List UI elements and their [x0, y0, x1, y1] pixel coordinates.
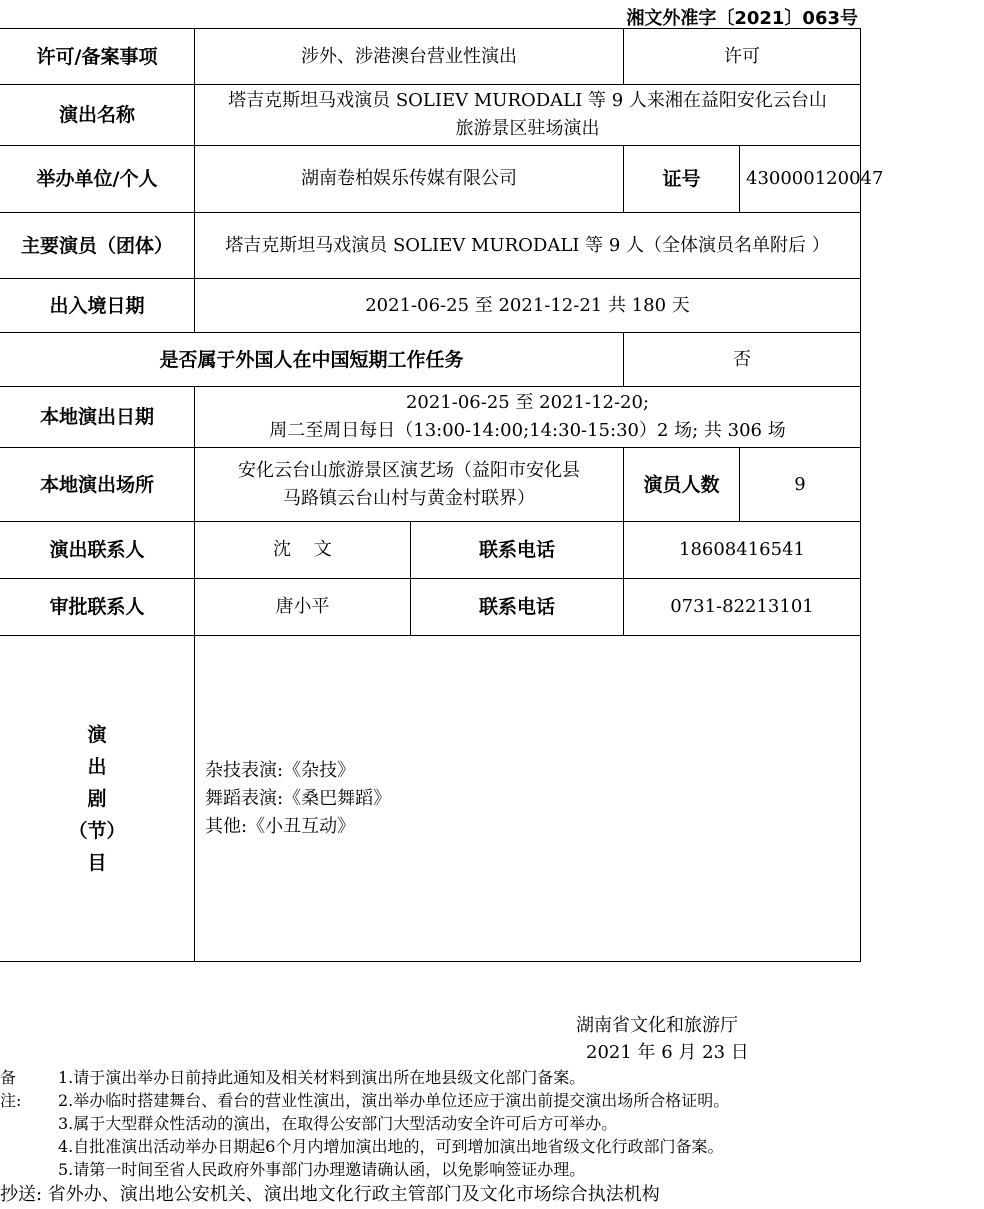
cert-number-value: 430000120047 [740, 146, 861, 213]
organizer-value: 湖南卷柏娱乐传媒有限公司 [195, 146, 624, 213]
short-term-work-label: 是否属于外国人在中国短期工作任务 [0, 333, 624, 387]
show-name-value [195, 85, 861, 146]
show-contact-phone-label: 联系电话 [411, 522, 624, 579]
permit-item-label: 许可/备案事项 [0, 29, 195, 85]
venue-line2: 马路镇云台山村与黄金村联界） [283, 487, 535, 509]
cert-number-label: 证号 [624, 146, 740, 213]
show-contact-name: 沈 文 [195, 522, 411, 579]
organizer-label: 举办单位/个人 [0, 146, 195, 213]
program-item: 其他:《小丑互动》 [205, 815, 356, 837]
program-label-char: 目 [87, 851, 107, 874]
program-label-char: （节） [68, 819, 126, 842]
program-list [195, 636, 861, 962]
local-dates-value [195, 387, 861, 448]
permit-item-value: 涉外、涉港澳台营业性演出 [195, 29, 624, 85]
approval-contact-label: 审批联系人 [0, 579, 195, 636]
note-item: 2.举办临时搭建舞台、看台的营业性演出，演出举办单位还应于演出前提交演出场所合格证明。 [58, 1091, 730, 1110]
row-organizer [0, 146, 861, 213]
performers-label: 主要演员（团体） [0, 213, 195, 279]
document-number: 湘文外准字〔2021〕063号 [626, 8, 858, 29]
local-dates-line1: 2021-06-25 至 2021-12-20; [405, 392, 650, 413]
row-permit-item [0, 29, 861, 85]
program-label [0, 636, 195, 962]
entry-exit-label: 出入境日期 [0, 279, 195, 333]
note-item: 4.自批准演出活动举办日期起6个月内增加演出地的，可到增加演出地省级文化行政部门备案。 [58, 1137, 724, 1156]
row-program [0, 636, 861, 962]
show-contact-phone: 18608416541 [624, 522, 861, 579]
approval-contact-name: 唐小平 [195, 579, 411, 636]
permit-type-value: 许可 [624, 29, 861, 85]
row-short-term-work [0, 333, 861, 387]
approval-contact-phone: 0731-82213101 [624, 579, 861, 636]
row-show-name [0, 85, 861, 146]
note-item: 3.属于大型群众性活动的演出，在取得公安部门大型活动安全许可后方可举办。 [58, 1114, 618, 1133]
performers-value: 塔吉克斯坦马戏演员 SOLIEV MURODALI 等 9 人（全体演员名单附后 ） [195, 213, 861, 279]
program-label-char: 出 [87, 755, 107, 778]
cc-recipients: 抄送: 省外办、演出地公安机关、演出地文化行政主管部门及文化市场综合执法机构 [0, 1184, 660, 1205]
program-label-char: 演 [87, 723, 107, 746]
performer-count-label: 演员人数 [624, 448, 740, 522]
note-item: 1.请于演出举办日前持此通知及相关材料到演出所在地县级文化部门备案。 [58, 1068, 586, 1087]
program-item: 舞蹈表演:《桑巴舞蹈》 [205, 787, 392, 809]
venue-label: 本地演出场所 [0, 448, 195, 522]
issue-date: 2021 年 6 月 23 日 [586, 1042, 749, 1063]
show-name-line2: 旅游景区驻场演出 [455, 118, 600, 139]
issuing-authority: 湖南省文化和旅游厅 [576, 1015, 738, 1036]
program-item: 杂技表演:《杂技》 [205, 759, 356, 781]
row-approval-contact [0, 579, 861, 636]
show-contact-label: 演出联系人 [0, 522, 195, 579]
performer-count-value: 9 [740, 448, 861, 522]
row-performers [0, 213, 861, 279]
local-dates-label: 本地演出日期 [0, 387, 195, 448]
row-local-dates [0, 387, 861, 448]
short-term-work-value: 否 [624, 333, 861, 387]
program-label-char: 剧 [87, 787, 107, 810]
local-dates-line2: 周二至周日每日（13:00-14:00;14:30-15:30）2 场; 共 306 场 [269, 420, 786, 441]
show-name-line1: 塔吉克斯坦马戏演员 SOLIEV MURODALI 等 9 人来湘在益阳安化云台山 [228, 90, 827, 111]
show-name-label: 演出名称 [0, 85, 195, 146]
row-venue [0, 448, 861, 522]
note-item: 5.请第一时间至省人民政府外事部门办理邀请确认函，以免影响签证办理。 [58, 1160, 586, 1179]
permit-form-table [0, 28, 884, 962]
entry-exit-value: 2021-06-25 至 2021-12-21 共 180 天 [195, 279, 861, 333]
approval-contact-phone-label: 联系电话 [411, 579, 624, 636]
row-entry-exit [0, 279, 861, 333]
venue-line1: 安化云台山旅游景区演艺场（益阳市安化县 [238, 459, 580, 481]
venue-value [195, 448, 624, 522]
row-show-contact [0, 522, 861, 579]
notes-title: 备注: [0, 1068, 22, 1110]
